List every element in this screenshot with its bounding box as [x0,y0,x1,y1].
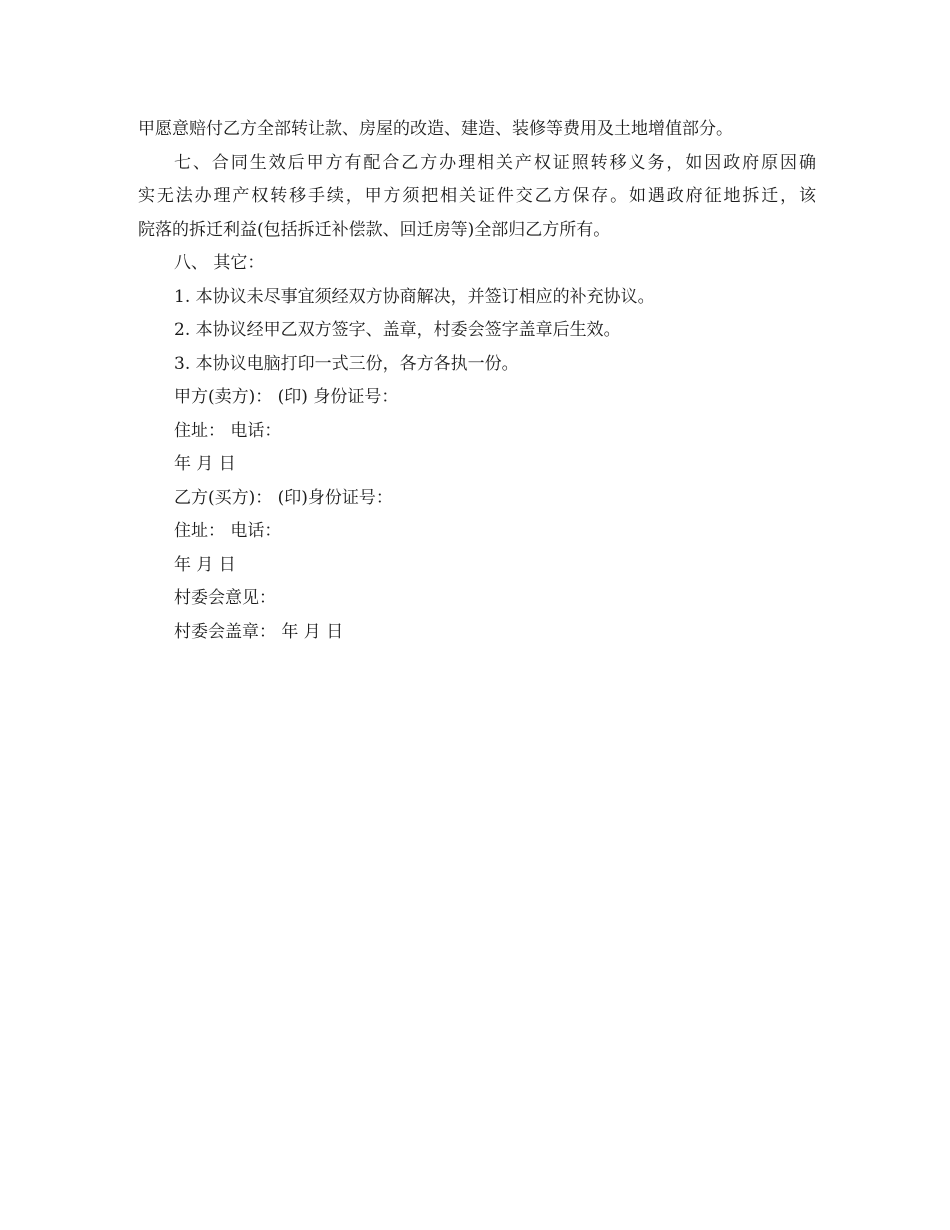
village-committee-opinion: 村委会意见： [174,588,276,608]
clause-eight-item-1: 1. 本协议未尽事宜须经双方协商解决，并签订相应的补充协议。 [174,286,655,307]
clause-seven-line-1: 七、合同生效后甲方有配合乙方办理相关产权证照转移义务，如因政府原因确 [174,152,816,173]
clause-seven-line-2: 实无法办理产权转移手续，甲方须把相关证件交乙方保存。如遇政府征地拆迁，该 [138,186,816,206]
clause-eight-item-2: 2. 本协议经甲乙双方签字、盖章，村委会签字盖章后生效。 [174,320,621,340]
clause-eight-item-3: 3. 本协议电脑打印一式三份，各方各执一份。 [174,353,519,374]
village-committee-seal-date: 村委会盖章： 年 月 日 [174,621,344,642]
party-a-date: 年 月 日 [174,454,236,474]
party-a-address-phone: 住址： 电话： [174,420,282,441]
party-a-signature: 甲方(卖方)： (印) 身份证号： [174,387,399,407]
party-b-date: 年 月 日 [174,554,236,575]
clause-seven-line-3: 院落的拆迁利益(包括拆迁补偿款、回迁房等)全部归乙方所有。 [138,219,611,240]
party-b-signature: 乙方(买方)： (印)身份证号： [174,487,393,508]
clause-eight-heading: 八、 其它： [174,253,265,273]
paragraph-line-compensation: 甲愿意赔付乙方全部转让款、房屋的改造、建造、装修等费用及土地增值部分。 [138,119,733,139]
party-b-address-phone: 住址： 电话： [174,521,282,541]
contract-text [138,113,816,649]
